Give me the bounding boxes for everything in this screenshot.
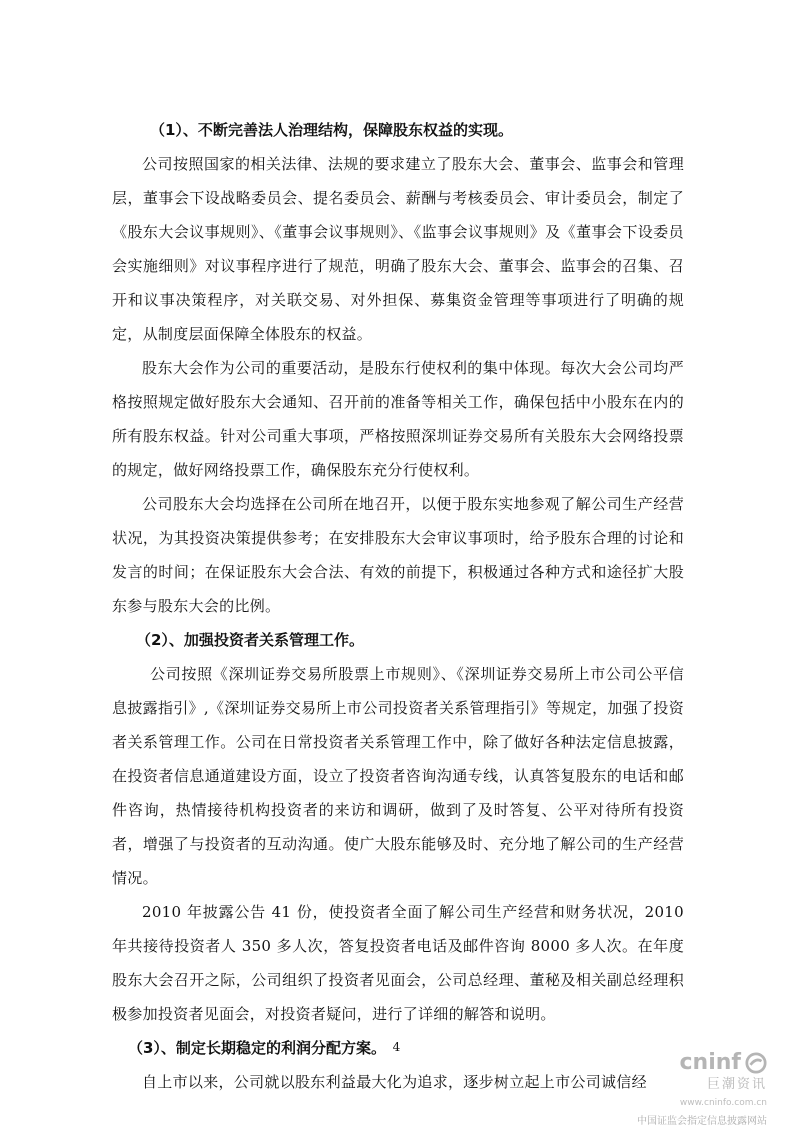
section-heading: （1）、不断完善法人治理结构，保障股东权益的实现。 bbox=[150, 121, 513, 139]
document-body bbox=[112, 113, 684, 1099]
paragraph: 股东大会作为公司的重要活动，是股东行使权利的集中体现。每次大会公司均严格按照规定做好股东大会通知、召开前的准备等相关工作，确保包括中小股东在内的所有股东权益。针对公司重大事项，严格按照深圳证券交易所有关股东大会网络投票的规定，做好网络投票工作，确保股东充分行使权利。 bbox=[112, 359, 684, 479]
watermark-subtitle: 巨潮资讯 bbox=[706, 1077, 767, 1092]
watermark-description: 中国证监会指定信息披露网站 bbox=[637, 1116, 767, 1127]
paragraph: 公司按照《深圳证券交易所股票上市规则》、《深圳证券交易所上市公司公平信息披露指引》,《深圳证券交易所上市公司投资者关系管理指引》等规定，加强了投资者关系管理工作。公司在日常投资者关系管理工作中，除了做好各种法定信息披露，在投资者信息通道建设方面，设立了投资者咨询沟通专线，认真答复股东的电话和邮件咨询，热情接待机构投资者的来访和调研，做到了及时答复、公平对待所有投资者，增强了与投资者的互动沟通。使广大股东能够及时、充分地了解公司的生产经营情况。 bbox=[112, 665, 684, 887]
page-number: 4 bbox=[392, 1040, 401, 1054]
paragraph: 公司股东大会均选择在公司所在地召开，以便于股东实地参观了解公司生产经营状况，为其投资决策提供参考；在安排股东大会审议事项时，给予股东合理的讨论和发言的时间；在保证股东大会合法、有效的前提下，积极通过各种方式和途径扩大股东参与股东大会的比例。 bbox=[112, 495, 684, 615]
paragraph: 2010 年披露公告 41 份，使投资者全面了解公司生产经营和财务状况，2010年共接待投资者人 350 多人次，答复投资者电话及邮件咨询 8000 多人次。在年度股东大会召开之际，公司组织了投资者见面会，公司总经理、董秘及相关副总经理积极参加投资者见面会，对投资者疑问，进行了详细的解答和说明。 bbox=[112, 903, 684, 1023]
section-1 bbox=[112, 113, 684, 623]
section-heading: （2）、加强投资者关系管理工作。 bbox=[136, 631, 364, 649]
watermark-logo bbox=[680, 1050, 767, 1075]
cninfo-logo-icon bbox=[745, 1052, 767, 1074]
paragraph: 自上市以来，公司就以股东利益最大化为追求，逐步树立起上市公司诚信经 bbox=[142, 1073, 647, 1091]
watermark bbox=[617, 1050, 767, 1127]
watermark-brand: cninf bbox=[679, 1050, 741, 1075]
paragraph: 公司按照国家的相关法律、法规的要求建立了股东大会、董事会、监事会和管理层，董事会下设战略委员会、提名委员会、薪酬与考核委员会、审计委员会，制定了《股东大会议事规则》、《董事会议事规则》、《监事会议事规则》及《董事会下设委员会实施细则》对议事程序进行了规范，明确了股东大会、董事会、监事会的召集、召开和议事决策程序，对关联交易、对外担保、募集资金管理等事项进行了明确的规定，从制度层面保障全体股东的权益。 bbox=[112, 155, 684, 343]
section-2 bbox=[112, 623, 684, 1031]
watermark-url: www.cninfo.com.cn bbox=[679, 1098, 767, 1108]
section-heading: （3）、制定长期稳定的利润分配方案。 bbox=[128, 1039, 386, 1057]
